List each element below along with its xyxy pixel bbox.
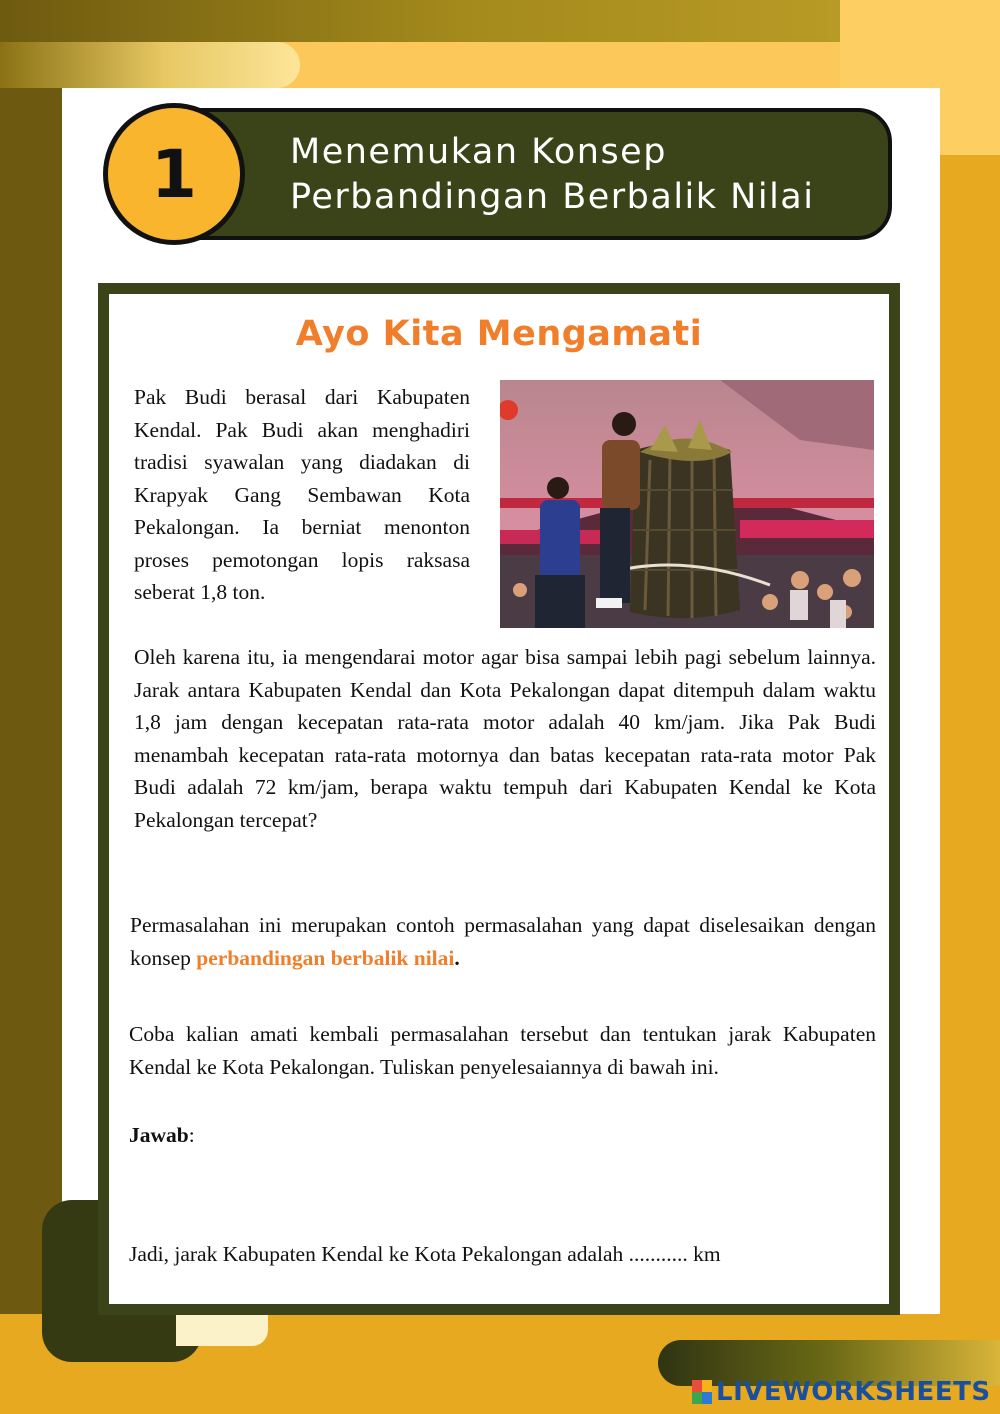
liveworksheets-logo <box>692 1377 991 1407</box>
title-line-2: Perbandingan Berbalik Nilai <box>290 177 815 217</box>
liveworksheets-logo-icon <box>692 1380 712 1404</box>
conclusion-line: Jadi, jarak Kabupaten Kendal ke Kota Pekalongan adalah ........... km <box>129 1242 721 1266</box>
concept-text: Permasalahan ini merupakan contoh permasalahan yang dapat diselesaikan dengan konsep <box>130 913 876 970</box>
story-paragraph: Oleh karena itu, ia mengendarai motor agar bisa sampai lebih pagi sebelum lainnya. Jarak antara Kabupaten Kendal dan Kota Pekalongan dapat ditempuh dalam waktu 1,8 jam dengan kecepatan rata-rata motor adalah 40 km/jam. Jika Pak Budi menambah kecepatan rata-rata motornya dan batas kecepatan rata-rata motor Pak Budi adalah 72 km/jam, berapa waktu tempuh dari Kabupaten Kendal ke Kota Pekalongan tercepat? <box>134 645 876 832</box>
title-banner <box>178 108 892 240</box>
concept-paragraph <box>130 909 876 974</box>
content-box <box>98 283 900 1315</box>
answer-label-colon: : <box>188 1123 195 1147</box>
top-decor-bar <box>0 0 840 42</box>
answer-label-text: Jawab <box>129 1123 189 1147</box>
page-title <box>290 130 814 220</box>
festival-photo <box>500 380 874 628</box>
liveworksheets-logo-text: LIVEWORKSHEETS <box>716 1377 991 1407</box>
section-number-badge <box>103 103 245 245</box>
concept-period: . <box>454 945 460 970</box>
task-paragraph: Coba kalian amati kembali permasalahan tersebut dan tentukan jarak Kabupaten Kendal ke Kota Pekalongan. Tuliskan penyelesaiannya di bawah ini. <box>129 1022 876 1079</box>
section-number: 1 <box>151 135 197 213</box>
answer-label <box>129 1119 195 1152</box>
intro-paragraph: Pak Budi berasal dari Kabupaten Kendal. Pak Budi akan menghadiri tradisi syawalan yang diadakan di Krapyak Gang Sembawan Kota Pekalongan. Ia berniat menonton proses pemotongan lopis raksasa seberat 1,8 ton. <box>134 385 470 604</box>
section-heading: Ayo Kita Mengamati <box>295 314 703 354</box>
concept-highlight: perbandingan berbalik nilai <box>196 945 455 970</box>
title-line-1: Menemukan Konsep <box>290 132 667 172</box>
right-decor-strip <box>940 155 1000 1345</box>
top-left-decor-pill <box>0 42 300 88</box>
